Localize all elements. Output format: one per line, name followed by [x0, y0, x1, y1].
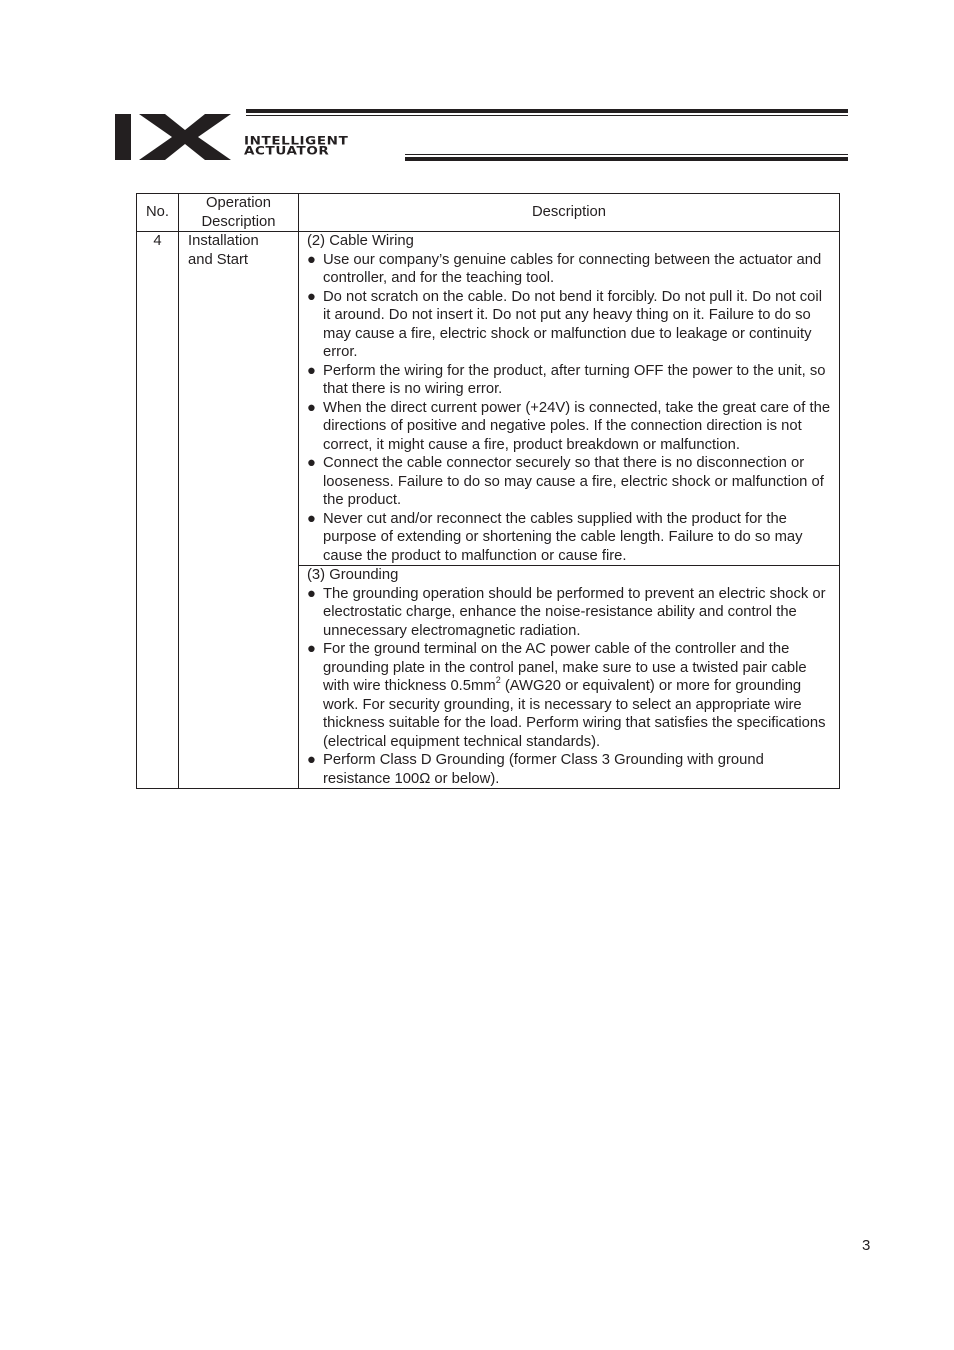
bullet-icon: ● [307, 641, 316, 657]
bullet-icon: ● [307, 510, 316, 527]
superscript: 2 [495, 675, 501, 685]
bullet-icon: ● [307, 362, 316, 379]
section-cable-wiring [299, 232, 840, 566]
table-row [137, 232, 840, 566]
bullet-text: Do not scratch on the cable. Do not bend it forcibly. Do not pull it. Do not coil it around. Do not insert it. Do not put any heavy thing on it. Failure to do so may cause a fire, electric shock or malfunction due to leakage or continuity error. [323, 288, 822, 360]
header-rule-bottom-thin [405, 154, 848, 155]
table-header-row [137, 194, 840, 232]
header-no: No. [137, 194, 179, 232]
bullet-icon: ● [307, 288, 316, 305]
ix-logo-icon [113, 110, 233, 162]
bullet-list [307, 585, 833, 789]
bullet-text: Never cut and/or reconnect the cables supplied with the product for the purpose of extending or shortening the cable length. Failure to do so may cause the product to malfunction or cause fire. [323, 510, 803, 564]
bullet-text: When the direct current power (+24V) is connected, take the great care of the directions of positive and negative poles. If the connection direction is not correct, it might cause a fire, product breakdown or malfunction. [323, 399, 831, 453]
bullet-icon: ● [307, 399, 316, 416]
section-title: (3) Grounding [307, 567, 399, 583]
logo-line-2: ACTUATOR [244, 144, 330, 159]
bullet-icon: ● [307, 585, 316, 602]
header-rule-top [246, 109, 848, 113]
row-operation-label: Installation and Start [188, 233, 259, 268]
row-no: 4 [137, 232, 179, 789]
section-grounding [299, 566, 840, 789]
bullet-text: For the ground terminal on the AC power cable of the controller and the grounding plate in the control panel, make sure to use a twisted pair cable with wire thickness 0.5mm [323, 641, 807, 694]
list-item [307, 362, 833, 399]
bullet-icon: ● [307, 752, 316, 768]
list-item [307, 251, 833, 288]
header-operation [179, 194, 299, 232]
list-item [307, 288, 833, 362]
bullet-text: Perform Class D Grounding (former Class 3 Grounding with ground resistance 100Ω or below). [323, 752, 764, 787]
list-item [307, 640, 833, 751]
list-item [307, 751, 833, 788]
list-item [307, 454, 833, 510]
operation-table [136, 193, 840, 789]
header-operation-label: Operation Description [201, 195, 276, 230]
bullet-text: Perform the wiring for the product, after turning OFF the power to the unit, so that there is no wiring error. [323, 362, 826, 397]
header-description: Description [299, 194, 840, 232]
list-item [307, 585, 833, 641]
bullet-text: Use our company’s genuine cables for connecting between the actuator and controller, and for the teaching tool. [323, 251, 822, 286]
logo-line-1: INTELLIGENT [244, 134, 349, 148]
bullet-list [307, 251, 833, 566]
header-rule-top-thin [246, 115, 848, 116]
bullet-icon: ● [307, 455, 316, 471]
logo-wordmark [244, 134, 349, 159]
bullet-text: Connect the cable connector securely so that there is no disconnection or looseness. Failure to do so may cause a fire, electric shock or malfunction of the product. [323, 455, 824, 508]
bullet-icon: ● [307, 251, 316, 268]
list-item [307, 399, 833, 455]
list-item [307, 510, 833, 566]
header-rule-bottom [405, 157, 848, 161]
section-title: (2) Cable Wiring [307, 233, 414, 249]
bullet-text: (AWG20 or equivalent) or more for grounding work. For security grounding, it is necessary to select an appropriate wire thickness suitable for the load. Perform wiring that satisfies the specifications (electrical equipment technical standards). [323, 678, 826, 750]
bullet-text: The grounding operation should be performed to prevent an electric shock or electrostatic charge, enhance the noise-resistance ability and control the unnecessary electromagnetic radiation. [323, 585, 826, 639]
page-header [113, 107, 848, 165]
row-operation [179, 232, 299, 789]
page-number: 3 [862, 1237, 871, 1254]
